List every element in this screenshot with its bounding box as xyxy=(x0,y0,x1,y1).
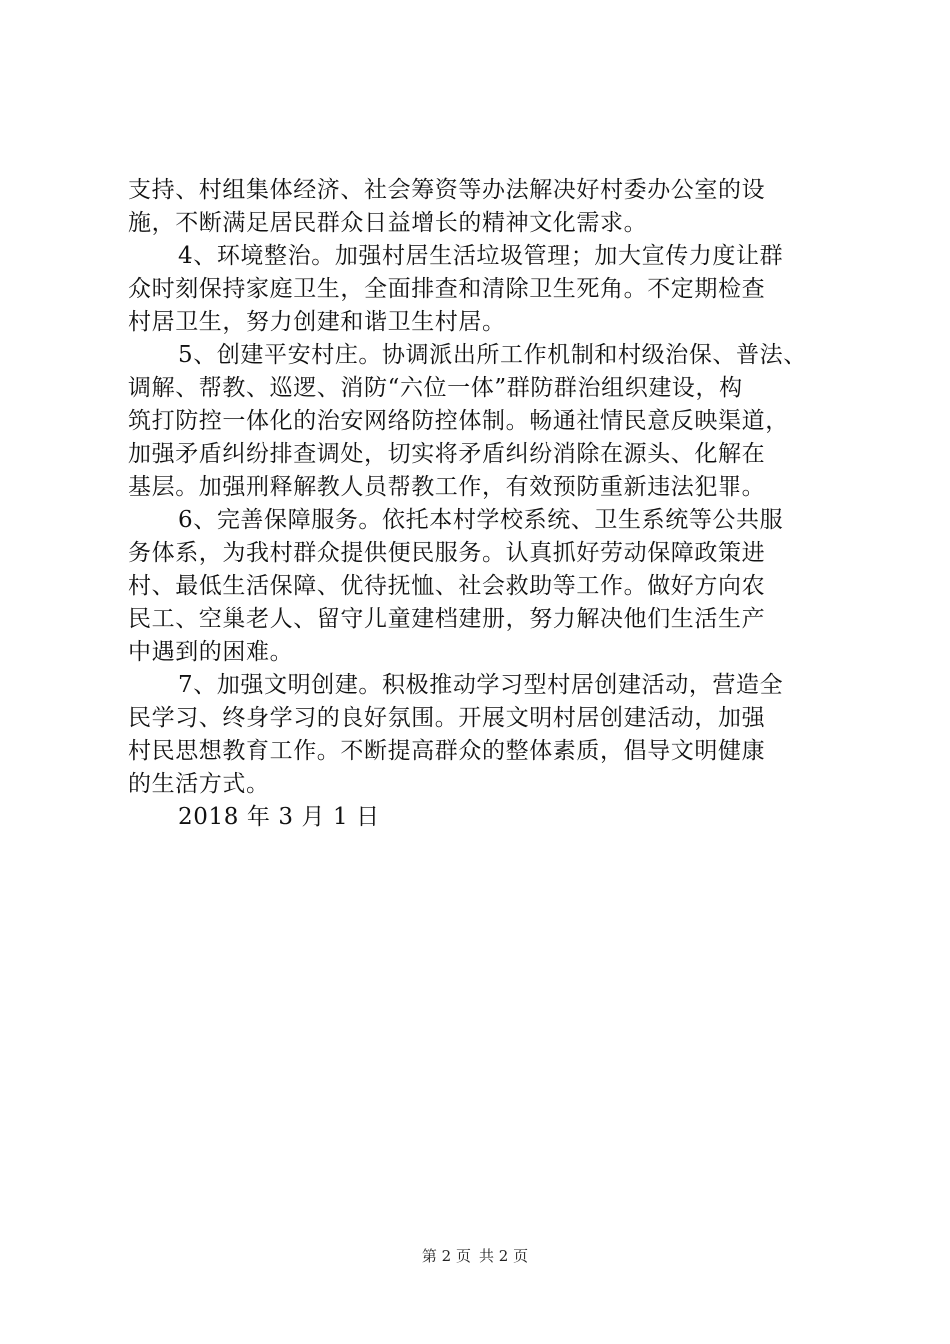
text-line: 民工、空巢老人、留守儿童建档建册，努力解决他们生活生产 xyxy=(128,606,766,632)
text-line: 基层。加强刑释解教人员帮教工作，有效预防重新违法犯罪。 xyxy=(128,474,766,500)
text-line: 施，不断满足居民群众日益增长的精神文化需求。 xyxy=(128,210,648,236)
text-line: 调解、帮教、巡逻、消防“六位一体”群防群治组织建设，构 xyxy=(128,375,743,401)
text-line: 中遇到的困难。 xyxy=(128,639,294,665)
page-footer xyxy=(0,1245,950,1266)
text-line: 众时刻保持家庭卫生，全面排查和清除卫生死角。不定期检查 xyxy=(128,276,766,302)
page-number-total: 共 2 页 xyxy=(479,1247,529,1265)
text-line: 务体系，为我村群众提供便民服务。认真抓好劳动保障政策进 xyxy=(128,540,766,566)
text-line: 村居卫生，努力创建和谐卫生村居。 xyxy=(128,309,506,335)
text-line: 6、完善保障服务。依托本村学校系统、卫生系统等公共服 xyxy=(178,507,784,533)
text-line: 7、加强文明创建。积极推动学习型村居创建活动，营造全 xyxy=(178,672,784,698)
page-number-current: 第 2 页 xyxy=(421,1247,471,1265)
text-line: 5、创建平安村庄。协调派出所工作机制和村级治保、普法、 xyxy=(178,342,807,368)
text-line: 支持、村组集体经济、社会筹资等办法解决好村委办公室的设 xyxy=(128,177,766,203)
text-line: 筑打防控一体化的治安网络防控体制。畅通社情民意反映渠道， xyxy=(128,408,789,434)
document-body xyxy=(128,174,848,834)
text-line: 村民思想教育工作。不断提高群众的整体素质，倡导文明健康 xyxy=(128,738,766,764)
text-line: 民学习、终身学习的良好氛围。开展文明村居创建活动，加强 xyxy=(128,705,766,731)
text-line: 4、环境整治。加强村居生活垃圾管理；加大宣传力度让群 xyxy=(178,243,784,269)
text-line: 2018 年 3 月 1 日 xyxy=(178,804,380,830)
text-line: 的生活方式。 xyxy=(128,771,270,797)
text-line: 村、最低生活保障、优待抚恤、社会救助等工作。做好方向农 xyxy=(128,573,766,599)
text-line: 加强矛盾纠纷排查调处，切实将矛盾纠纷消除在源头、化解在 xyxy=(128,441,766,467)
